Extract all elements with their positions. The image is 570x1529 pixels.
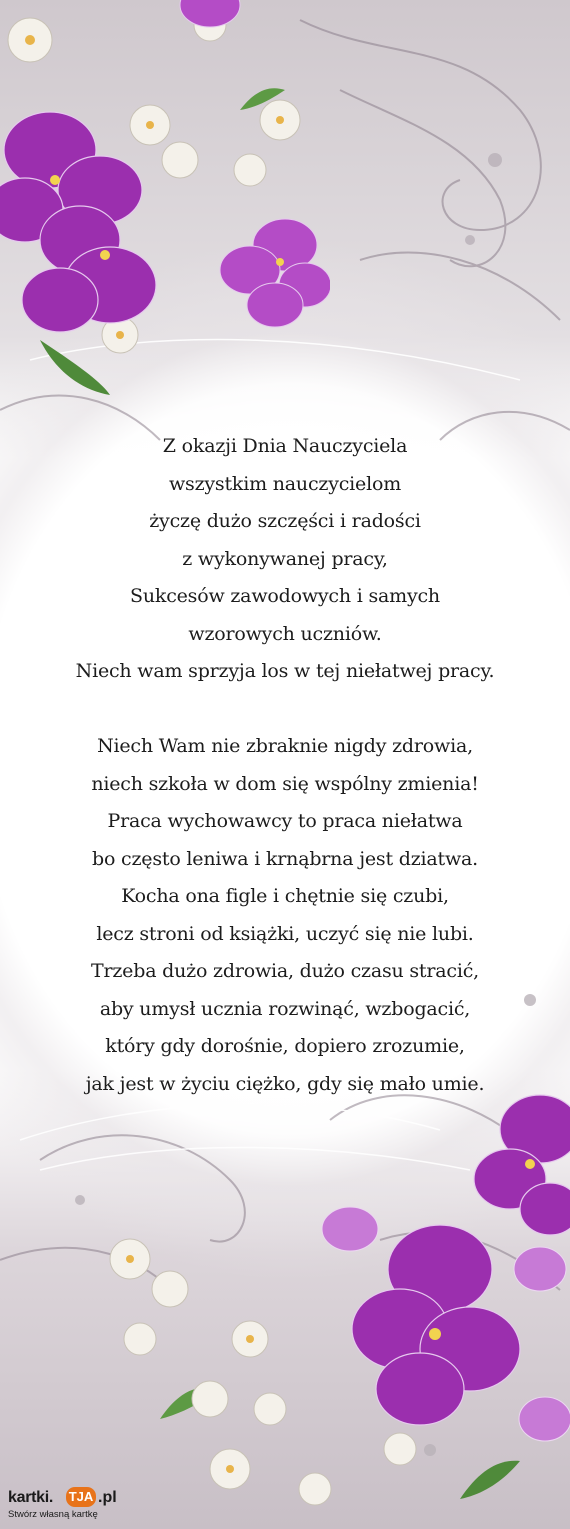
logo-brand: kartki. (8, 1489, 54, 1506)
bottom-flower-cluster (100, 1089, 570, 1529)
logo-tagline: Stwórz własną kartkę (8, 1509, 98, 1520)
poem-line: Z okazji Dnia Nauczyciela (162, 435, 408, 457)
poem-line: bo często leniwa i krnąbrna jest dziatwa. (92, 847, 478, 870)
poem-line: Praca wychowawcy to praca niełatwa (107, 810, 463, 832)
poem-line: lecz stroni od książki, uczyć się nie lubi. (96, 922, 474, 945)
poem-stanza-gap (0, 691, 570, 729)
poem-line: Kocha ona figle i chętnie się czubi, (121, 885, 449, 907)
poem-line: wzorowych uczniów. (188, 622, 382, 645)
poem-line: Sukcesów zawodowych i samych (130, 585, 440, 607)
poem-line: aby umysł ucznia rozwinąć, wzbogacić, (99, 997, 471, 1020)
kartki-logo-link[interactable] (8, 1489, 118, 1523)
poem-line: Niech wam sprzyja los w tej niełatwej pracy. (75, 660, 495, 682)
poem-text (0, 428, 570, 1103)
poem-line: jak jest w życiu ciężko, gdy się mało umie. (85, 1072, 485, 1095)
poem-line: Trzeba dużo zdrowia, dużo czasu stracić, (91, 960, 479, 982)
poem-line: życzę dużo szczęści i radości (149, 510, 421, 532)
poem-line: który gdy dorośnie, dopiero zrozumie, (105, 1035, 465, 1057)
top-flower-cluster (0, 0, 330, 400)
poem-line: niech szkoła w dom się wspólny zmienia! (91, 772, 479, 795)
logo-tld: .pl (98, 1489, 117, 1506)
logo-badge: TJA (66, 1487, 96, 1507)
poem-line: wszystkim nauczycielom (168, 472, 402, 495)
poem-line: z wykonywanej pracy, (182, 547, 388, 570)
poem-line: Niech Wam nie zbraknie nigdy zdrowia, (97, 735, 473, 757)
